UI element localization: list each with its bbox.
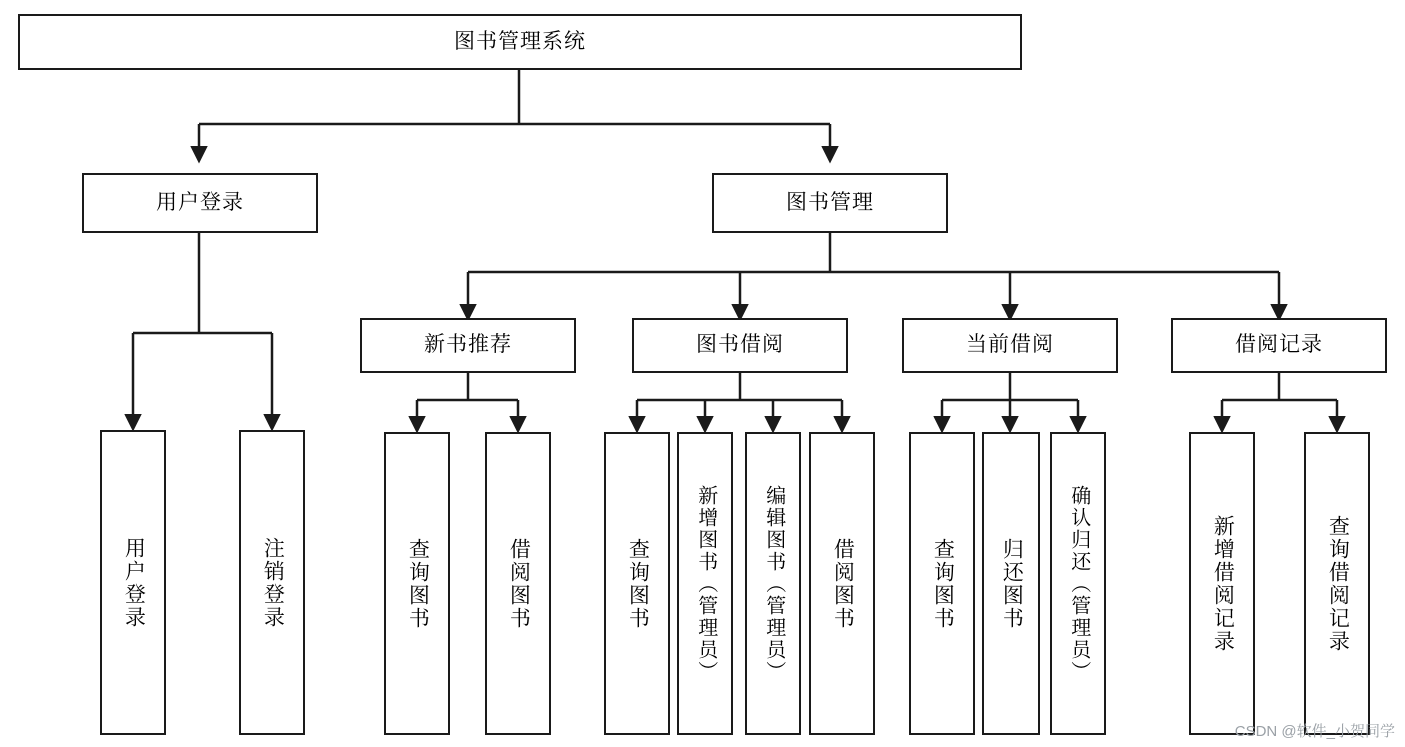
leaf-recommend-borrow-book[interactable] [485,432,551,735]
leaf-records-add-record[interactable] [1189,432,1255,735]
leaf-user-login[interactable] [100,430,166,735]
node-label: 图书管理 [786,190,874,214]
node-label: 图书借阅 [696,333,784,357]
node-label: 查询图书 [626,537,650,630]
node-label: 借阅图书 [507,537,531,630]
node-label: 查询图书 [406,537,430,630]
node-label: 查询借阅记录 [1326,514,1350,653]
leaf-borrow-add-book[interactable] [677,432,733,735]
node-label: 新增借阅记录 [1211,514,1235,653]
leaf-current-return-book[interactable] [982,432,1040,735]
node-label: 当前借阅 [966,333,1054,357]
node-book-management[interactable] [712,173,948,233]
leaf-logout[interactable] [239,430,305,735]
leaf-borrow-query-book[interactable] [604,432,670,735]
node-user-login[interactable] [82,173,318,233]
node-label: 图书管理系统 [454,29,586,53]
leaf-current-query-book[interactable] [909,432,975,735]
leaf-borrow-borrow-book[interactable] [809,432,875,735]
node-label: 新增图书（管理员） [694,484,717,683]
leaf-records-query-record[interactable] [1304,432,1370,735]
node-current-borrow[interactable] [902,318,1118,373]
node-root[interactable] [18,14,1022,70]
node-label: 确认归还（管理员） [1067,484,1090,683]
watermark: CSDN @软件_小贺同学 [1234,723,1395,740]
node-label: 用户登录 [156,190,244,214]
node-label: 注销登录 [261,536,285,629]
node-label: 借阅记录 [1235,333,1323,357]
node-book-borrow[interactable] [632,318,848,373]
leaf-current-confirm-return[interactable] [1050,432,1106,735]
leaf-recommend-query-book[interactable] [384,432,450,735]
node-label: 新书推荐 [424,333,512,357]
node-borrow-records[interactable] [1171,318,1387,373]
node-label: 借阅图书 [831,537,855,630]
node-label: 查询图书 [931,537,955,630]
node-label: 用户登录 [122,536,146,629]
node-label: 归还图书 [1000,537,1024,630]
node-new-book-recommend[interactable] [360,318,576,373]
node-label: 编辑图书（管理员） [762,484,785,683]
leaf-borrow-edit-book[interactable] [745,432,801,735]
